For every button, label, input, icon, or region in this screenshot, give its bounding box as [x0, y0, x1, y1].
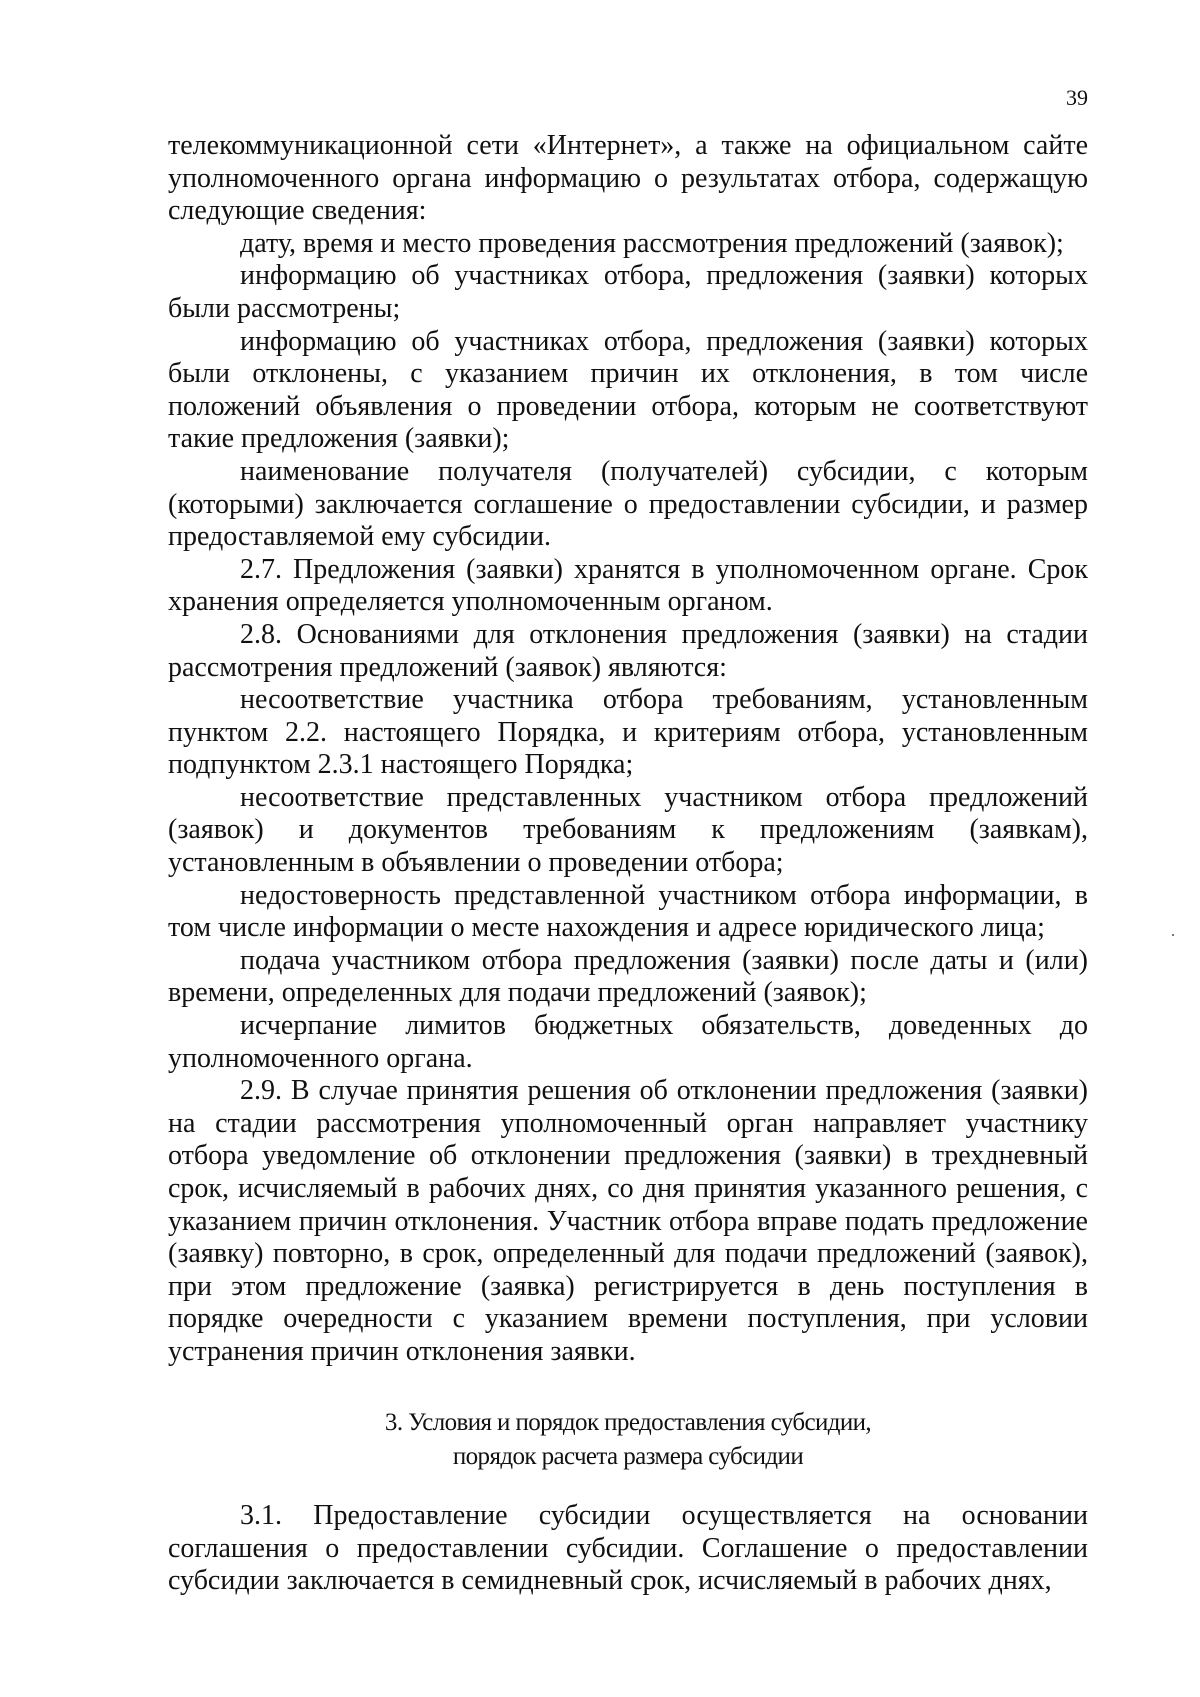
list-item-reviewed-participants: информацию об участниках отбора, предложения (заявки) которых были рассмотрены;	[168, 260, 1088, 324]
list-item-recipient-name: наименование получателя (получателей) субсидии, с которым (которыми) заключается соглашение о предоставлении субсидии, и размер предоставляемой ему субсидии.	[168, 455, 1088, 553]
list-item-documents-mismatch: несоответствие представленных участником отбора предложений (заявок) и документов требованиям к предложениям (заявкам), установленным в объявлении о проведении отбора;	[168, 781, 1088, 879]
section-heading-line-1: 3. Условия и порядок предоставления субсидии,	[384, 1409, 872, 1436]
list-item-budget-limits: исчерпание лимитов бюджетных обязательств, доведенных до уполномоченного органа.	[168, 1010, 1088, 1074]
page-number: 39	[1066, 85, 1088, 110]
list-item-participant-mismatch: несоответствие участника отбора требованиям, установленным пунктом 2.2. настоящего Порядка, и критериям отбора, установленным подпунктом 2.3.1 настоящего Порядка;	[168, 684, 1088, 781]
list-item-rejected-participants: информацию об участниках отбора, предложения (заявки) которых были отклонены, с указанием причин их отклонения, в том числе положений объявления о проведении отбора, которым не соответствуют такие предложения (заявки);	[168, 325, 1088, 455]
list-item-date-time-place: дату, время и место проведения рассмотрения предложений (заявок);	[240, 227, 1064, 259]
clause-2-7: 2.7. Предложения (заявки) хранятся в уполномоченном органе. Срок хранения определяется уполномоченным органом.	[168, 553, 1088, 618]
list-item-late-submission: подача участником отбора предложения (заявки) после даты и (или) времени, определенных для подачи предложений (заявок);	[168, 944, 1088, 1009]
scan-speck	[1172, 934, 1174, 936]
list-item-unreliable-info: недостоверность представленной участником отбора информации, в том числе информации о месте нахождения и адресе юридического лица;	[168, 879, 1088, 944]
clause-2-9: 2.9. В случае принятия решения об отклонении предложения (заявки) на стадии рассмотрения уполномоченный орган направляет участнику отбора уведомление об отклонении предложения (заявки) в трехдневный срок, исчисляемый в рабочих днях, со дня принятия указанного решения, с указанием причин отклонения. Участник отбора вправе подать предложение (заявку) повторно, в срок, определенный для подачи предложений (заявок), при этом предложение (заявка) регистрируется в день поступления в порядке очередности с указанием времени поступления, при условии устранения причин отклонения заявки.	[168, 1075, 1088, 1367]
paragraph-continuation: телекоммуникационной сети «Интернет», а также на официальном сайте уполномоченного органа информацию о результатах отбора, содержащую следующие сведения:	[168, 130, 1088, 227]
document-body	[168, 130, 1088, 1369]
clause-3-1: 3.1. Предоставление субсидии осуществляется на основании соглашения о предоставлении субсидии. Соглашение о предоставлении субсидии заключается в семидневный срок, исчисляемый в рабочих днях,	[168, 1500, 1088, 1597]
section-body	[168, 1500, 1088, 1598]
clause-2-8: 2.8. Основаниями для отклонения предложения (заявки) на стадии рассмотрения предложений (заявок) являются:	[168, 618, 1088, 683]
section-heading	[168, 1406, 1088, 1474]
section-heading-line-2: порядок расчета размера субсидии	[452, 1443, 804, 1470]
